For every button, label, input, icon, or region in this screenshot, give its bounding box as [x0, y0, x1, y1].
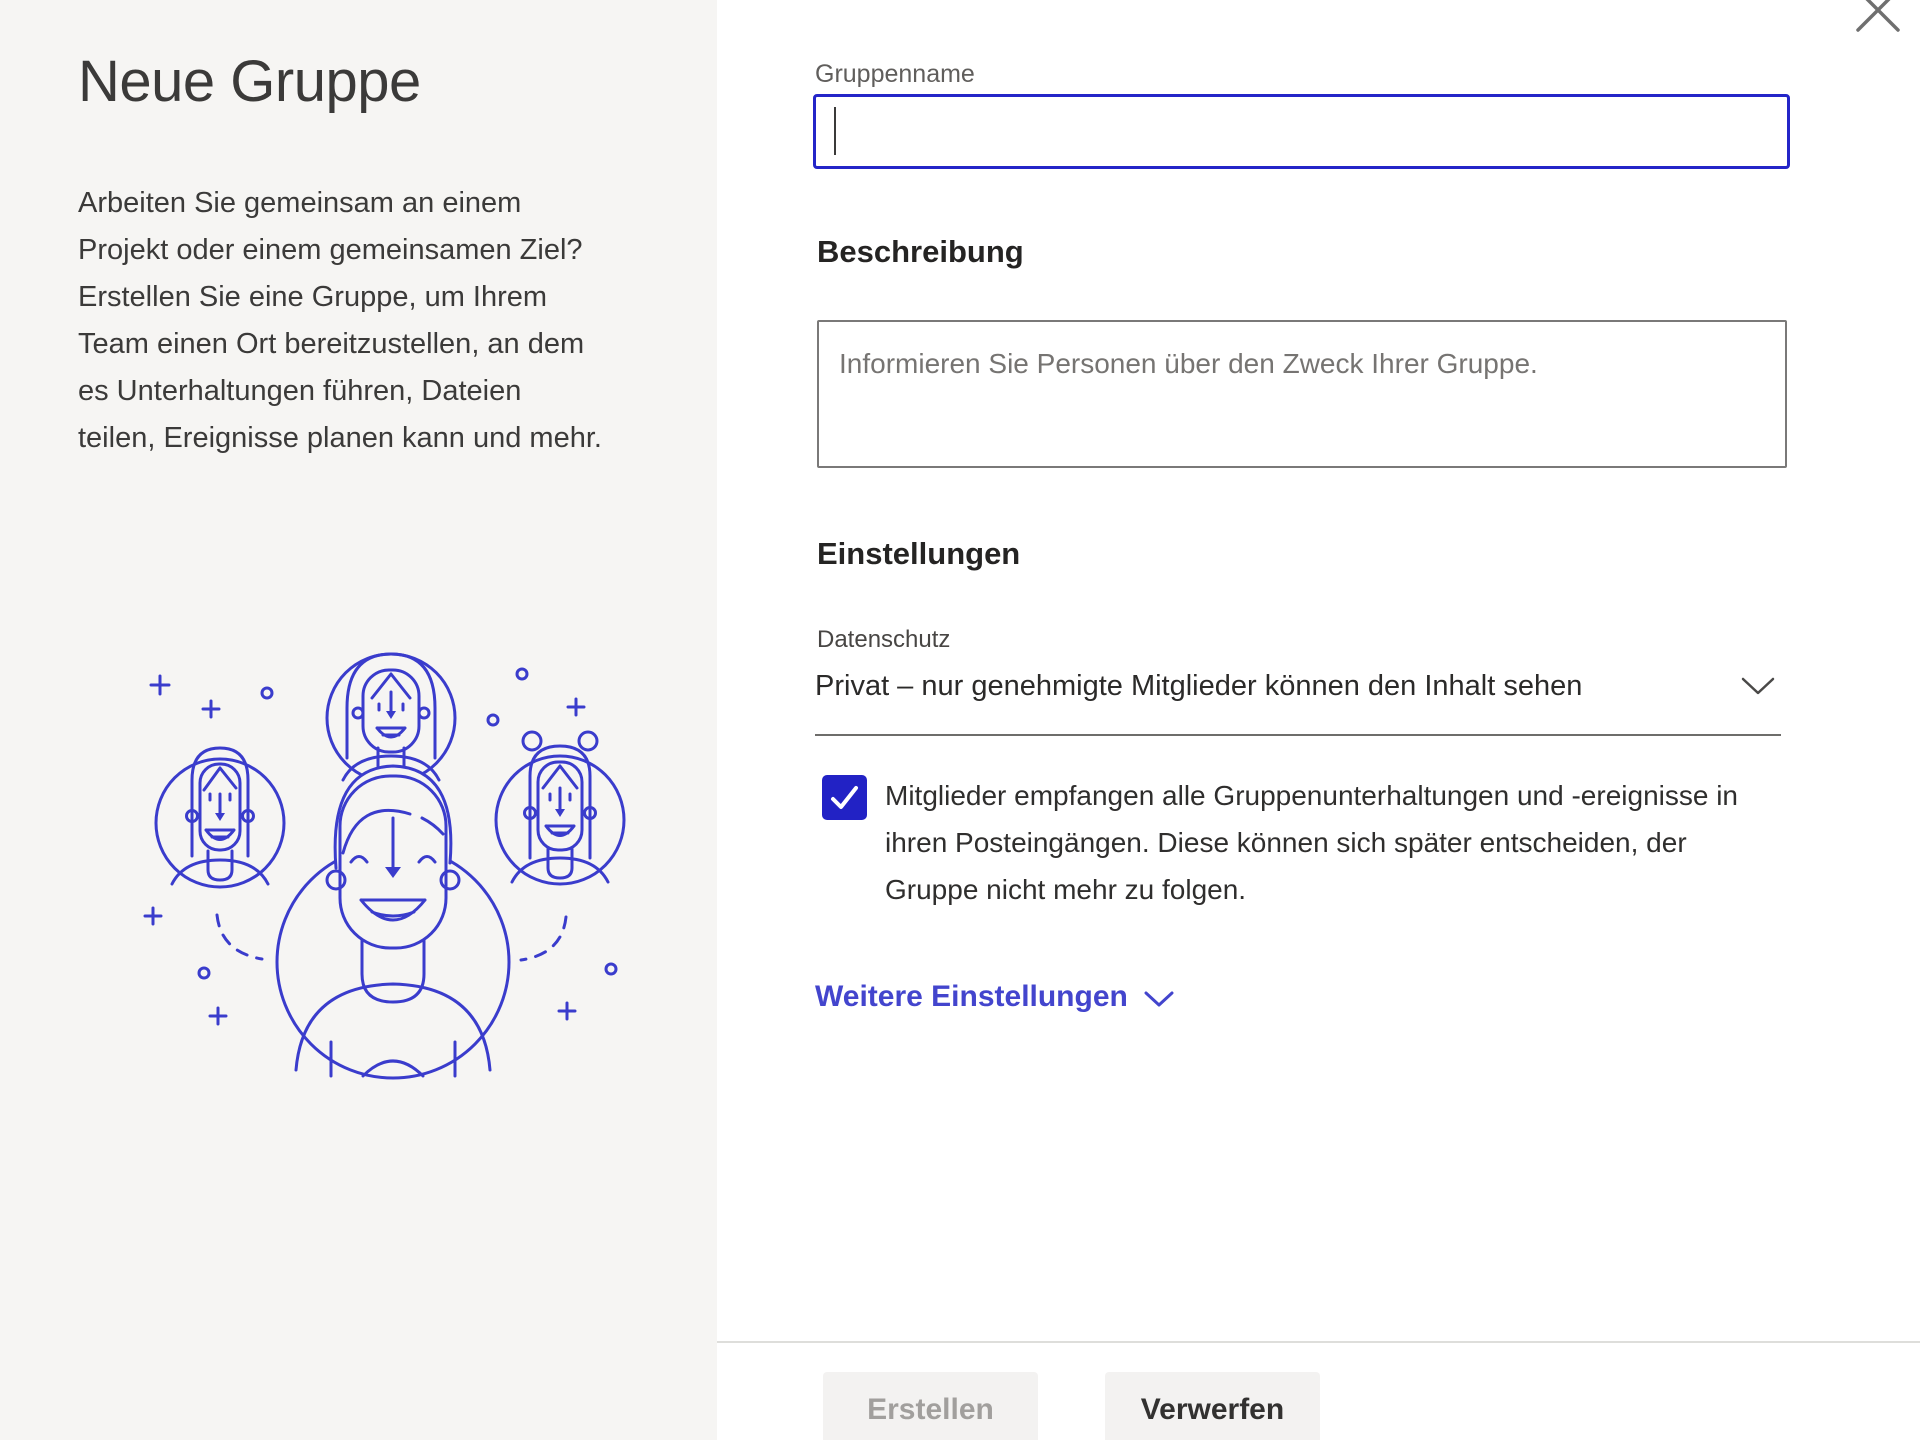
- privacy-selected-value: Privat – nur genehmigte Mitglieder können den Inhalt sehen: [815, 670, 1583, 702]
- checkmark-icon: [822, 775, 867, 820]
- close-button[interactable]: [1850, 0, 1906, 38]
- dialog-description: Arbeiten Sie gemeinsam an einem Projekt oder einem gemeinsamen Ziel? Erstellen Sie eine Gruppe, um Ihrem Team einen Ort bereitzustellen, an dem es Unterhaltungen führen, Dateien teilen, Ereignisse planen kann und mehr.: [78, 187, 602, 454]
- person-right: [496, 732, 624, 884]
- follow-checkbox-label: Mitglieder empfangen alle Gruppenunterhaltungen und -ereignisse in ihren Posteingängen. Diese können sich später entscheiden, der Gruppe nicht mehr zu folgen.: [885, 780, 1739, 905]
- close-icon: [1850, 0, 1906, 38]
- footer-divider: [717, 1341, 1920, 1343]
- group-name-label: Gruppenname: [815, 60, 975, 88]
- more-settings-label: Weitere Einstellungen: [815, 980, 1128, 1013]
- create-button[interactable]: Erstellen: [823, 1372, 1038, 1440]
- privacy-dropdown[interactable]: [815, 668, 1781, 736]
- dialog-title: Neue Gruppe: [78, 49, 421, 114]
- group-name-input[interactable]: [813, 94, 1790, 169]
- group-name-field: [813, 94, 1790, 169]
- description-textarea[interactable]: [817, 320, 1787, 468]
- person-center: [277, 766, 509, 1078]
- person-top: [327, 654, 455, 782]
- follow-setting-row: [822, 772, 1782, 913]
- privacy-label: Datenschutz: [817, 626, 951, 653]
- description-heading: Beschreibung: [817, 234, 1024, 269]
- text-caret: [834, 107, 836, 155]
- settings-heading: Einstellungen: [817, 536, 1021, 571]
- group-people-illustration: [100, 618, 660, 1098]
- form-panel: [717, 0, 1920, 1440]
- chevron-down-icon: [1144, 991, 1174, 1009]
- discard-button[interactable]: Verwerfen: [1105, 1372, 1320, 1440]
- chevron-down-icon: [1741, 677, 1775, 697]
- info-panel: [0, 0, 717, 1440]
- person-left: [156, 748, 284, 887]
- more-settings-link[interactable]: [815, 980, 1174, 1014]
- follow-checkbox[interactable]: [822, 775, 867, 820]
